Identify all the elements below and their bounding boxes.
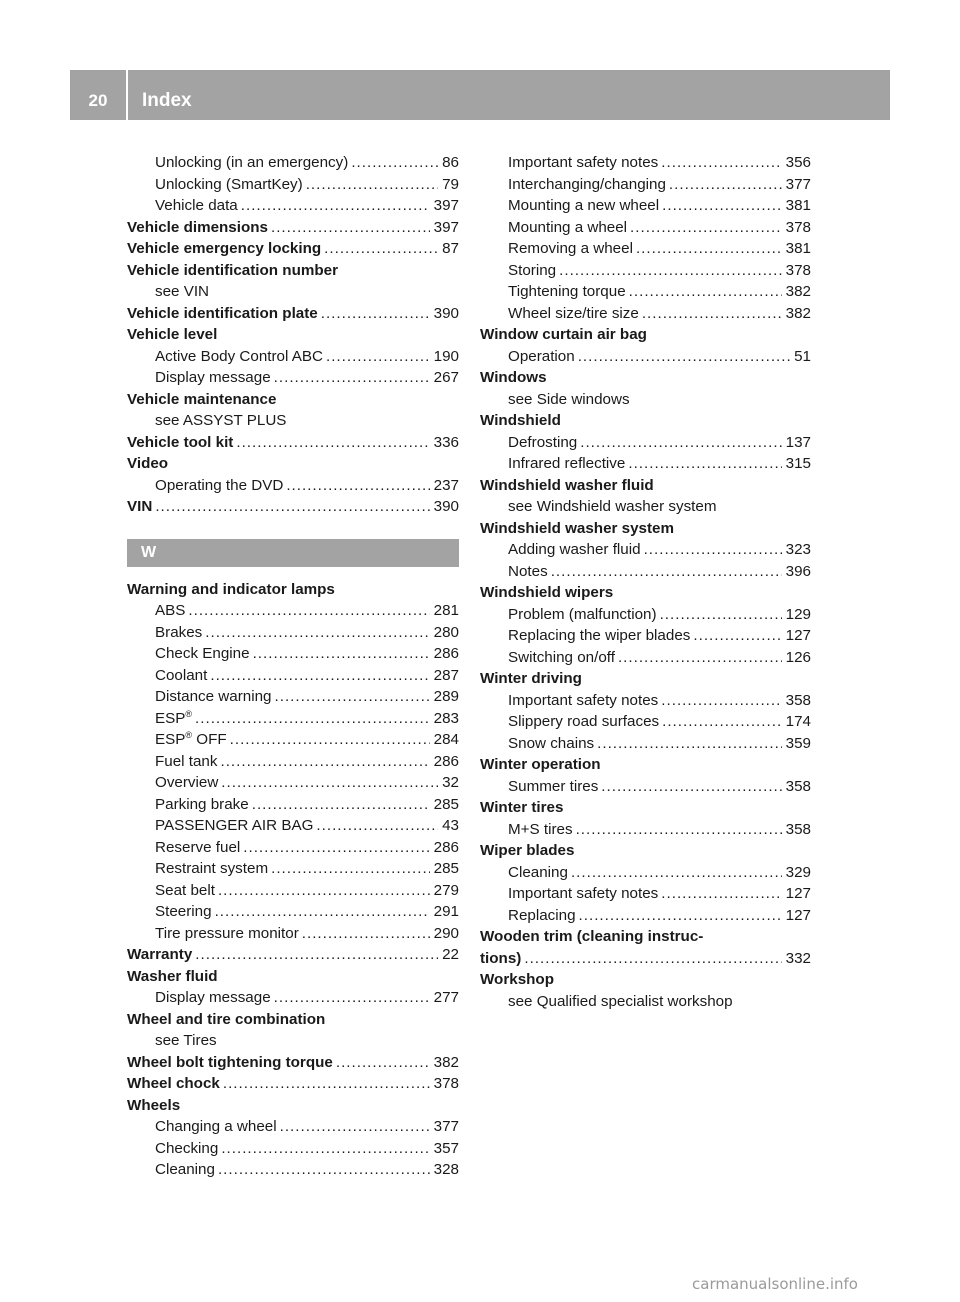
page-reference[interactable]: 290 bbox=[433, 924, 459, 942]
entry-label: Replacing the wiper blades bbox=[508, 627, 691, 644]
see-reference: see VIN bbox=[155, 283, 210, 300]
index-subentry[interactable] bbox=[127, 815, 459, 837]
dot-leader bbox=[220, 751, 429, 773]
index-subentry[interactable] bbox=[127, 195, 459, 217]
dot-leader bbox=[580, 432, 781, 454]
index-subentry[interactable] bbox=[127, 367, 459, 389]
index-subentry[interactable] bbox=[127, 643, 459, 665]
page-reference[interactable]: 286 bbox=[433, 838, 459, 856]
index-subentry[interactable] bbox=[480, 711, 811, 733]
page-reference[interactable]: 390 bbox=[433, 498, 459, 515]
index-subentry[interactable] bbox=[127, 665, 459, 687]
entry-label: Cleaning bbox=[155, 1161, 215, 1178]
watermark: carmanualsonline.info bbox=[692, 1275, 858, 1293]
index-subentry[interactable] bbox=[480, 647, 811, 669]
dot-leader bbox=[252, 794, 430, 816]
index-subentry[interactable] bbox=[127, 880, 459, 902]
index-heading: Windshield washer fluid bbox=[480, 476, 654, 494]
index-subentry[interactable] bbox=[480, 281, 811, 303]
entry-label: Mounting a new wheel bbox=[508, 197, 660, 214]
index-subentry[interactable] bbox=[480, 539, 811, 561]
index-entry[interactable] bbox=[127, 238, 459, 260]
index-subentry[interactable] bbox=[127, 1138, 459, 1160]
index-heading: Vehicle maintenance bbox=[127, 390, 277, 408]
index-heading: Window curtain air bag bbox=[480, 326, 647, 343]
index-subentry[interactable] bbox=[127, 346, 459, 368]
index-subentry[interactable] bbox=[127, 901, 459, 923]
page-reference[interactable]: 329 bbox=[785, 863, 811, 881]
dot-leader bbox=[618, 647, 782, 669]
entry-label: M+S tires bbox=[508, 820, 573, 838]
entry-label: Vehicle tool kit bbox=[127, 433, 234, 451]
dot-leader bbox=[210, 665, 429, 687]
entry-label: tions) bbox=[480, 949, 522, 967]
dot-leader bbox=[597, 733, 782, 755]
index-subentry[interactable] bbox=[480, 905, 811, 927]
page-reference[interactable]: 127 bbox=[785, 627, 811, 644]
index-column-left bbox=[127, 152, 459, 1181]
index-subentry[interactable] bbox=[127, 837, 459, 859]
dot-leader bbox=[253, 643, 430, 665]
page-reference[interactable]: 127 bbox=[785, 885, 811, 902]
dot-leader bbox=[215, 901, 430, 923]
entry-label: Vehicle emergency locking bbox=[127, 240, 322, 257]
page-reference[interactable]: 315 bbox=[785, 455, 811, 472]
index-subentry[interactable] bbox=[480, 453, 811, 475]
index-subentry[interactable] bbox=[127, 600, 459, 622]
index-heading: Vehicle level bbox=[127, 326, 218, 343]
page-reference[interactable]: 286 bbox=[433, 645, 459, 662]
page-reference[interactable]: 286 bbox=[433, 752, 459, 770]
dot-leader bbox=[218, 880, 430, 902]
dot-leader bbox=[559, 260, 782, 282]
index-entry[interactable] bbox=[127, 1073, 459, 1095]
index-subentry[interactable] bbox=[127, 858, 459, 880]
page-reference[interactable]: 378 bbox=[785, 218, 811, 236]
entry-label: Active Body Control ABC bbox=[155, 347, 323, 365]
index-subentry[interactable] bbox=[480, 776, 811, 798]
index-heading: Wheel and tire combination bbox=[127, 1010, 326, 1028]
entry-label: Operation bbox=[508, 347, 575, 365]
index-entry[interactable] bbox=[480, 948, 811, 970]
page-reference[interactable]: 126 bbox=[785, 648, 811, 666]
index-heading: Windshield bbox=[480, 412, 561, 429]
entry-label: Check Engine bbox=[155, 645, 250, 662]
page-reference[interactable]: 378 bbox=[433, 1075, 459, 1092]
index-subentry[interactable] bbox=[127, 794, 459, 816]
dot-leader bbox=[662, 711, 782, 733]
entry-label: Steering bbox=[155, 903, 212, 920]
entry-label: Vehicle dimensions bbox=[127, 218, 268, 236]
page-reference[interactable]: 283 bbox=[433, 709, 459, 727]
dot-leader bbox=[661, 152, 781, 174]
see-reference: see ASSYST PLUS bbox=[155, 412, 287, 429]
entry-label: Changing a wheel bbox=[155, 1118, 277, 1135]
dot-leader bbox=[221, 772, 438, 794]
dot-leader bbox=[571, 862, 782, 884]
index-subentry[interactable] bbox=[127, 174, 459, 196]
page-number: 20 bbox=[88, 91, 108, 110]
entry-label: Mounting a wheel bbox=[508, 218, 628, 236]
entry-label: Checking bbox=[155, 1139, 219, 1157]
entry-label: Defrosting bbox=[508, 433, 578, 451]
dot-leader bbox=[628, 453, 781, 475]
page-reference[interactable]: 382 bbox=[433, 1053, 459, 1071]
entry-label: PASSENGER AIR BAG bbox=[155, 817, 314, 834]
entry-label: Parking brake bbox=[155, 795, 249, 813]
dot-leader bbox=[274, 367, 430, 389]
dot-leader bbox=[274, 987, 430, 1009]
page-reference[interactable]: 137 bbox=[785, 433, 811, 451]
index-subentry[interactable] bbox=[480, 625, 811, 647]
entry-label: Display message bbox=[155, 369, 271, 386]
entry-label: Operating the DVD bbox=[155, 476, 284, 494]
entry-label: Cleaning bbox=[508, 863, 568, 881]
page-reference[interactable]: 358 bbox=[785, 777, 811, 795]
entry-label: Problem (malfunction) bbox=[508, 605, 657, 623]
page-reference[interactable]: 280 bbox=[433, 623, 459, 641]
dot-leader bbox=[324, 238, 438, 260]
page-reference[interactable]: 328 bbox=[433, 1161, 459, 1178]
entry-label: Unlocking (in an emergency) bbox=[155, 154, 349, 171]
dot-leader bbox=[243, 837, 429, 859]
page-reference[interactable]: 357 bbox=[433, 1139, 459, 1157]
index-subentry[interactable] bbox=[480, 862, 811, 884]
dot-leader bbox=[601, 776, 781, 798]
index-subentry[interactable] bbox=[127, 686, 459, 708]
index-heading: Wiper blades bbox=[480, 842, 575, 859]
index-subentry[interactable] bbox=[480, 152, 811, 174]
index-subentry[interactable] bbox=[127, 923, 459, 945]
dot-leader bbox=[693, 625, 781, 647]
entry-label: Restraint system bbox=[155, 860, 269, 877]
page-reference[interactable]: 127 bbox=[785, 906, 811, 924]
entry-label: Tightening torque bbox=[508, 283, 626, 300]
index-entry[interactable] bbox=[127, 944, 459, 966]
index-subentry[interactable] bbox=[127, 729, 459, 751]
page-reference[interactable]: 359 bbox=[785, 734, 811, 752]
index-subentry[interactable] bbox=[127, 475, 459, 497]
page-reference[interactable]: 396 bbox=[785, 562, 811, 580]
index-subentry[interactable] bbox=[480, 174, 811, 196]
entry-label: Brakes bbox=[155, 623, 203, 641]
dot-leader bbox=[195, 944, 438, 966]
page-reference[interactable]: 397 bbox=[433, 197, 459, 214]
page-reference[interactable]: 377 bbox=[785, 175, 811, 193]
entry-label: Distance warning bbox=[155, 688, 272, 705]
entry-label: Vehicle identification plate bbox=[127, 304, 318, 322]
index-subentry[interactable] bbox=[480, 346, 811, 368]
entry-label: Slippery road surfaces bbox=[508, 713, 660, 730]
index-heading: Winter operation bbox=[480, 756, 601, 773]
index-heading: Winter tires bbox=[480, 799, 564, 816]
index-subentry[interactable] bbox=[127, 1116, 459, 1138]
dot-leader bbox=[321, 303, 430, 325]
entry-label: Warranty bbox=[127, 946, 193, 963]
index-heading: Windows bbox=[480, 369, 547, 386]
entry-label: Wheel bolt tightening torque bbox=[127, 1053, 333, 1071]
entry-label: Summer tires bbox=[508, 777, 599, 795]
see-reference: see Windshield washer system bbox=[508, 498, 717, 515]
page-reference[interactable]: 382 bbox=[785, 304, 811, 322]
index-heading: Vehicle identification number bbox=[127, 261, 338, 279]
page-reference[interactable]: 285 bbox=[433, 860, 459, 877]
page-reference[interactable]: 51 bbox=[794, 347, 811, 365]
page-reference[interactable]: 323 bbox=[785, 541, 811, 558]
dot-leader bbox=[662, 195, 782, 217]
dot-leader bbox=[636, 238, 782, 260]
index-subentry[interactable] bbox=[127, 622, 459, 644]
page-reference[interactable]: 22 bbox=[442, 946, 459, 963]
index-subentry[interactable] bbox=[127, 772, 459, 794]
page-title: Index bbox=[142, 90, 192, 111]
page-reference[interactable]: 285 bbox=[433, 795, 459, 813]
entry-label: ESP® OFF bbox=[155, 729, 227, 748]
index-subentry[interactable] bbox=[127, 152, 459, 174]
index-entry[interactable] bbox=[127, 432, 459, 454]
dot-leader bbox=[669, 174, 782, 196]
index-subentry[interactable] bbox=[480, 690, 811, 712]
index-subentry[interactable] bbox=[480, 561, 811, 583]
page-reference[interactable]: 390 bbox=[433, 304, 459, 322]
page-reference[interactable]: 86 bbox=[442, 154, 459, 171]
dot-leader bbox=[223, 1073, 430, 1095]
index-entry[interactable] bbox=[127, 496, 459, 518]
header-divider bbox=[126, 70, 128, 120]
entry-label: Switching on/off bbox=[508, 648, 615, 666]
index-entry[interactable] bbox=[127, 1052, 459, 1074]
page-reference[interactable]: 356 bbox=[785, 154, 811, 171]
dot-leader bbox=[286, 475, 429, 497]
dot-leader bbox=[241, 195, 430, 217]
page-reference[interactable]: 358 bbox=[785, 691, 811, 709]
dot-leader bbox=[221, 1138, 429, 1160]
page-reference[interactable]: 281 bbox=[433, 602, 459, 619]
dot-leader bbox=[316, 815, 438, 837]
entry-label: Wheel chock bbox=[127, 1075, 220, 1092]
entry-label: Replacing bbox=[508, 906, 576, 924]
page-reference[interactable]: 129 bbox=[785, 605, 811, 623]
entry-label: Tire pressure monitor bbox=[155, 924, 299, 942]
see-reference: see Qualified specialist workshop bbox=[508, 992, 733, 1010]
page-reference[interactable]: 358 bbox=[785, 820, 811, 838]
entry-label: Display message bbox=[155, 989, 271, 1006]
dot-leader bbox=[629, 281, 782, 303]
dot-leader bbox=[155, 496, 429, 518]
dot-leader bbox=[195, 708, 430, 730]
index-subentry[interactable] bbox=[480, 303, 811, 325]
entry-label: Unlocking (SmartKey) bbox=[155, 175, 303, 193]
see-reference: see Tires bbox=[155, 1032, 217, 1049]
index-subentry[interactable] bbox=[127, 1159, 459, 1181]
index-subentry[interactable] bbox=[480, 217, 811, 239]
index-heading: Winter driving bbox=[480, 670, 582, 687]
entry-label: Storing bbox=[508, 261, 557, 279]
index-column-right bbox=[480, 152, 811, 1012]
index-subentry[interactable] bbox=[127, 751, 459, 773]
page-reference[interactable]: 267 bbox=[433, 369, 459, 386]
page-reference[interactable]: 377 bbox=[433, 1118, 459, 1135]
dot-leader bbox=[306, 174, 438, 196]
page-reference[interactable]: 382 bbox=[785, 283, 811, 300]
dot-leader bbox=[661, 883, 781, 905]
entry-label: Seat belt bbox=[155, 881, 215, 899]
index-subentry[interactable] bbox=[480, 195, 811, 217]
entry-label: Wheel size/tire size bbox=[508, 304, 639, 322]
index-heading: Washer fluid bbox=[127, 967, 218, 985]
page-reference[interactable]: 237 bbox=[433, 476, 459, 494]
dot-leader bbox=[524, 948, 781, 970]
page-reference[interactable]: 289 bbox=[433, 688, 459, 705]
index-subentry[interactable] bbox=[480, 238, 811, 260]
dot-leader bbox=[661, 690, 781, 712]
index-heading: Warning and indicator lamps bbox=[127, 580, 335, 598]
index-heading: Wooden trim (cleaning instruc- bbox=[480, 928, 704, 945]
dot-leader bbox=[351, 152, 438, 174]
entry-label: ABS bbox=[155, 602, 186, 619]
page-reference[interactable]: 291 bbox=[433, 903, 459, 920]
entry-label: Coolant bbox=[155, 666, 208, 684]
dot-leader bbox=[660, 604, 782, 626]
page-reference[interactable]: 332 bbox=[785, 949, 811, 967]
page-reference[interactable]: 277 bbox=[433, 989, 459, 1006]
entry-label: Overview bbox=[155, 774, 219, 791]
entry-label: Infrared reflective bbox=[508, 455, 626, 472]
dot-leader bbox=[642, 303, 782, 325]
entry-label: Removing a wheel bbox=[508, 240, 633, 257]
dot-leader bbox=[205, 622, 429, 644]
dot-leader bbox=[578, 346, 790, 368]
index-subentry[interactable] bbox=[480, 432, 811, 454]
entry-label: Interchanging/changing bbox=[508, 175, 666, 193]
page-reference[interactable]: 32 bbox=[442, 774, 459, 791]
page-reference[interactable]: 279 bbox=[433, 881, 459, 899]
index-subentry[interactable] bbox=[480, 260, 811, 282]
page-reference[interactable]: 79 bbox=[442, 175, 459, 193]
page-reference[interactable]: 397 bbox=[433, 218, 459, 236]
page-reference[interactable]: 87 bbox=[442, 240, 459, 257]
entry-label: Fuel tank bbox=[155, 752, 218, 770]
entry-label: Snow chains bbox=[508, 734, 595, 752]
entry-label: Adding washer fluid bbox=[508, 541, 641, 558]
page-reference[interactable]: 174 bbox=[785, 713, 811, 730]
page-reference[interactable]: 336 bbox=[433, 433, 459, 451]
page-reference[interactable]: 284 bbox=[433, 731, 459, 748]
page-reference[interactable]: 381 bbox=[785, 240, 811, 257]
entry-label: Important safety notes bbox=[508, 691, 659, 709]
entry-label: Important safety notes bbox=[508, 154, 659, 171]
dot-leader bbox=[218, 1159, 430, 1181]
entry-label: VIN bbox=[127, 498, 153, 515]
dot-leader bbox=[326, 346, 430, 368]
entry-label: Vehicle data bbox=[155, 197, 238, 214]
index-subentry[interactable] bbox=[480, 819, 811, 841]
page-reference[interactable]: 43 bbox=[442, 817, 459, 834]
page-header bbox=[70, 70, 890, 120]
index-subentry[interactable] bbox=[480, 883, 811, 905]
dot-leader bbox=[551, 561, 782, 583]
index-entry[interactable] bbox=[127, 217, 459, 239]
entry-label: ESP® bbox=[155, 708, 193, 727]
index-subentry[interactable] bbox=[127, 987, 459, 1009]
index-heading: Windshield wipers bbox=[480, 584, 614, 601]
dot-leader bbox=[644, 539, 782, 561]
dot-leader bbox=[271, 858, 430, 880]
index-subentry[interactable] bbox=[480, 733, 811, 755]
dot-leader bbox=[188, 600, 429, 622]
section-letter-header: W bbox=[127, 539, 459, 567]
page-reference[interactable]: 287 bbox=[433, 666, 459, 684]
index-heading: Workshop bbox=[480, 971, 554, 988]
dot-leader bbox=[630, 217, 782, 239]
index-entry[interactable] bbox=[127, 303, 459, 325]
page-reference[interactable]: 378 bbox=[785, 261, 811, 279]
index-heading: Wheels bbox=[127, 1096, 181, 1114]
index-subentry[interactable] bbox=[127, 708, 459, 730]
dot-leader bbox=[336, 1052, 430, 1074]
index-heading: Windshield washer system bbox=[480, 519, 674, 537]
index-subentry[interactable] bbox=[480, 604, 811, 626]
dot-leader bbox=[230, 729, 430, 751]
dot-leader bbox=[271, 217, 430, 239]
see-reference: see Side windows bbox=[508, 390, 630, 408]
dot-leader bbox=[302, 923, 430, 945]
page-reference[interactable]: 190 bbox=[433, 347, 459, 365]
page-reference[interactable]: 381 bbox=[785, 197, 811, 214]
dot-leader bbox=[275, 686, 430, 708]
entry-label: Notes bbox=[508, 562, 548, 580]
dot-leader bbox=[579, 905, 782, 927]
index-heading: Video bbox=[127, 455, 169, 472]
dot-leader bbox=[280, 1116, 430, 1138]
entry-label: Important safety notes bbox=[508, 885, 659, 902]
entry-label: Reserve fuel bbox=[155, 838, 241, 856]
dot-leader bbox=[236, 432, 429, 454]
dot-leader bbox=[576, 819, 782, 841]
